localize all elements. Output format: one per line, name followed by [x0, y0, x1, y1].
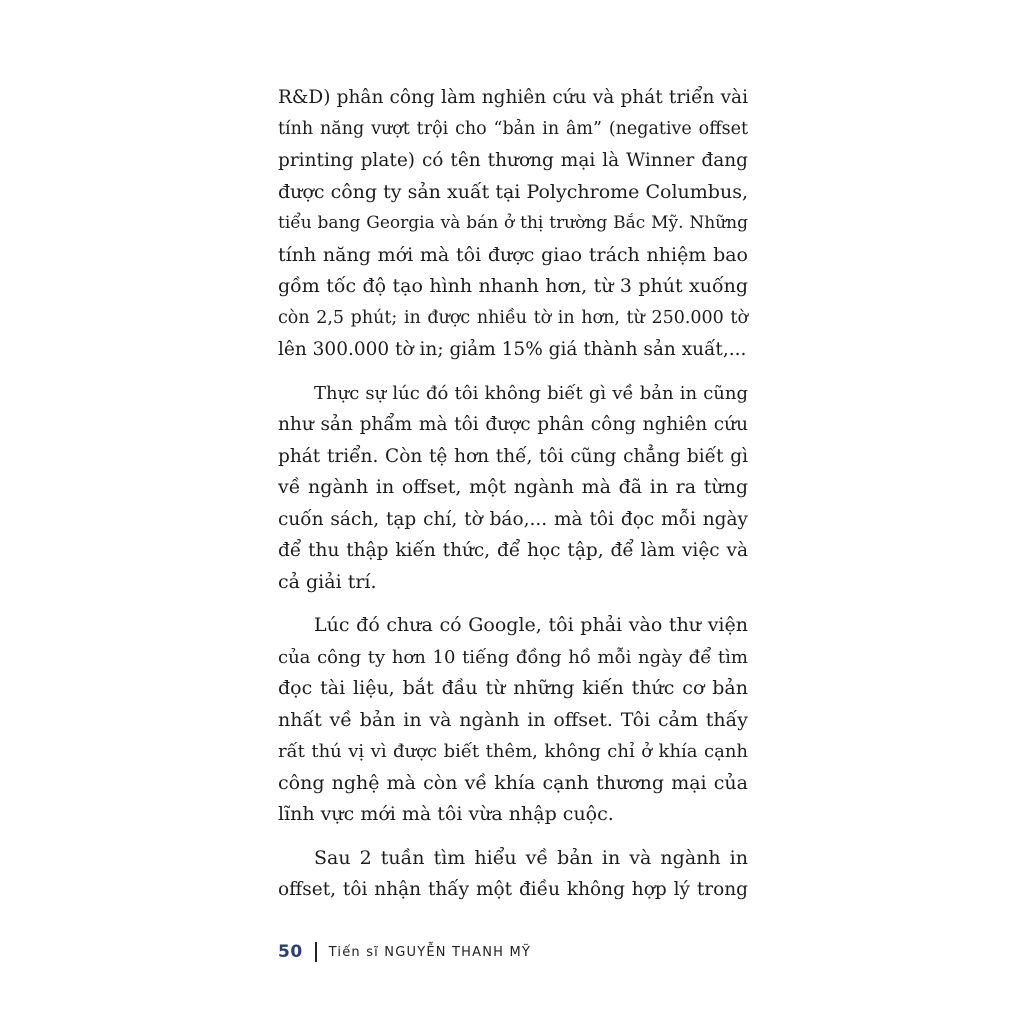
- text-line: của công ty hơn 10 tiếng đồng hồ mỗi ngày để tìm: [278, 646, 748, 668]
- text-line: tính năng vượt trội cho “bản in âm” (negative offset: [278, 118, 748, 139]
- text-line: còn 2,5 phút; in được nhiều tờ in hơn, từ 250.000 tờ: [278, 307, 748, 328]
- text-line: về ngành in offset, một ngành mà đã in ra từng: [278, 476, 748, 498]
- text-line: cả giải trí.: [278, 570, 377, 593]
- text-line: offset, tôi nhận thấy một điều không hợp lý trong: [278, 879, 748, 900]
- text-line: như sản phẩm mà tôi được phân công nghiên cứu: [278, 414, 748, 435]
- text-line: tiểu bang Georgia và bán ở thị trường Bắc Mỹ. Những: [278, 213, 748, 233]
- text-line: rất thú vị vì được biết thêm, không chỉ ở khía cạnh: [278, 741, 748, 762]
- text-line: để thu thập kiến thức, để học tập, để làm việc và: [278, 540, 748, 561]
- page-footer: [278, 938, 531, 966]
- text-line: phát triển. Còn tệ hơn thế, tôi cũng chẳng biết gì: [278, 445, 748, 467]
- text-line: cuốn sách, tạp chí, tờ báo,... mà tôi đọc mỗi ngày: [278, 508, 748, 530]
- text-line: Thực sự lúc đó tôi không biết gì về bản in cũng: [314, 382, 748, 404]
- text-line: gồm tốc độ tạo hình nhanh hơn, từ 3 phút xuống: [278, 275, 748, 297]
- text-line: Lúc đó chưa có Google, tôi phải vào thư viện: [314, 614, 748, 636]
- text-line: đọc tài liệu, bắt đầu từ những kiến thức cơ bản: [278, 677, 748, 699]
- text-line: công nghệ mà còn về khía cạnh thương mại của: [278, 771, 748, 794]
- footer-divider: [315, 942, 317, 962]
- text-line: Sau 2 tuần tìm hiểu về bản in và ngành in: [314, 846, 748, 869]
- text-line: printing plate) có tên thương mại là Winner đang: [278, 150, 748, 171]
- page-number: 50: [278, 942, 303, 962]
- running-head-author: Tiến sĩ NGUYỄN THANH MỸ: [328, 944, 532, 960]
- text-line: được công ty sản xuất tại Polychrome Columbus,: [278, 180, 748, 203]
- paragraph-4: [278, 843, 748, 906]
- text-line: tính năng mới mà tôi được giao trách nhiệm bao: [278, 243, 748, 266]
- text-line: R&D) phân công làm nghiên cứu và phát triển vài: [278, 87, 748, 108]
- paragraph-3: [278, 610, 748, 831]
- body-text: [278, 82, 748, 918]
- text-line: lên 300.000 tờ in; giảm 15% giá thành sản xuất,...: [278, 339, 747, 360]
- text-line: lĩnh vực mới mà tôi vừa nhập cuộc.: [278, 803, 614, 825]
- paragraph-1: [278, 82, 748, 366]
- text-line: nhất về bản in và ngành in offset. Tôi cảm thấy: [278, 708, 748, 731]
- paragraph-2: [278, 378, 748, 599]
